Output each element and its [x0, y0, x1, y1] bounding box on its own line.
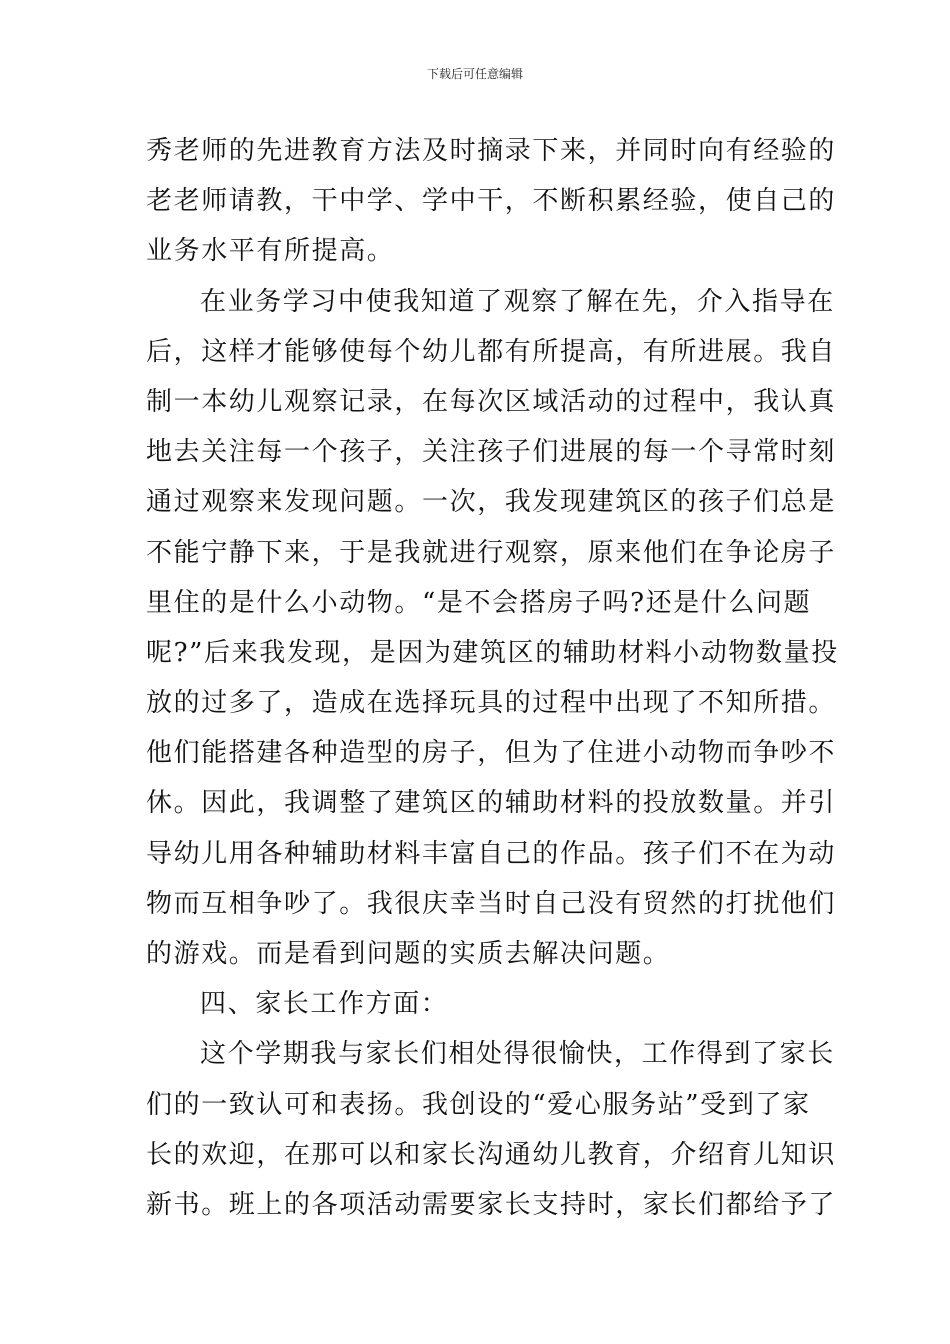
text-line: 物而互相争吵了。我很庆幸当时自己没有贸然的打扰他们: [146, 888, 837, 919]
text-line: 的游戏。而是看到问题的实质去解决问题。: [146, 939, 671, 969]
body-text: [146, 126, 839, 1230]
paragraph-start-line: 在业务学习中使我知道了观察了解在先，介入指导在: [200, 286, 835, 317]
page-header: 下载后可任意编辑: [426, 67, 523, 81]
text-line: 地去关注每一个孩子，关注孩子们进展的每一个寻常时刻: [146, 437, 837, 468]
text-line: 业务水平有所提高。: [146, 236, 395, 267]
text-line: 不能宁静下来，于是我就进行观察，原来他们在争论房子: [146, 537, 837, 568]
text-line: 长的欢迎，在那可以和家长沟通幼儿教育，介绍育儿知识: [146, 1139, 837, 1170]
text-line: 新书。班上的各项活动需要家长支持时，家长们都给予了: [146, 1189, 837, 1220]
text-line: 后，这样才能够使每个幼儿都有所提高，有所进展。我自: [146, 336, 837, 367]
text-line: 导幼儿用各种辅助材料丰富自己的作品。孩子们不在为动: [146, 838, 837, 869]
text-line: 放的过多了，造成在选择玩具的过程中出现了不知所措。: [146, 688, 837, 719]
paragraph-start-line: 这个学期我与家长们相处得很愉快，工作得到了家长: [200, 1039, 835, 1070]
text-line: 里住的是什么小动物。“是不会搭房子吗?还是什么问题: [146, 587, 812, 618]
text-line: 秀老师的先进教育方法及时摘录下来，并同时向有经验的: [146, 136, 837, 166]
text-line: 们的一致认可和表扬。我创设的“爱心服务站”受到了家: [146, 1089, 811, 1120]
text-line: 老老师请教，干中学、学中干，不断积累经验，使自己的: [146, 186, 837, 217]
section-heading: 四、家长工作方面：: [200, 989, 449, 1020]
text-line: 制一本幼儿观察记录，在每次区域活动的过程中，我认真: [146, 386, 837, 417]
text-line: 通过观察来发现问题。一次，我发现建筑区的孩子们总是: [146, 487, 837, 518]
text-line: 休。因此，我调整了建筑区的辅助材料的投放数量。并引: [146, 788, 837, 819]
text-line: 他们能搭建各种造型的房子，但为了住进小动物而争吵不: [146, 738, 837, 769]
text-line: 呢?”后来我发现，是因为建筑区的辅助材料小动物数量投: [146, 637, 839, 668]
